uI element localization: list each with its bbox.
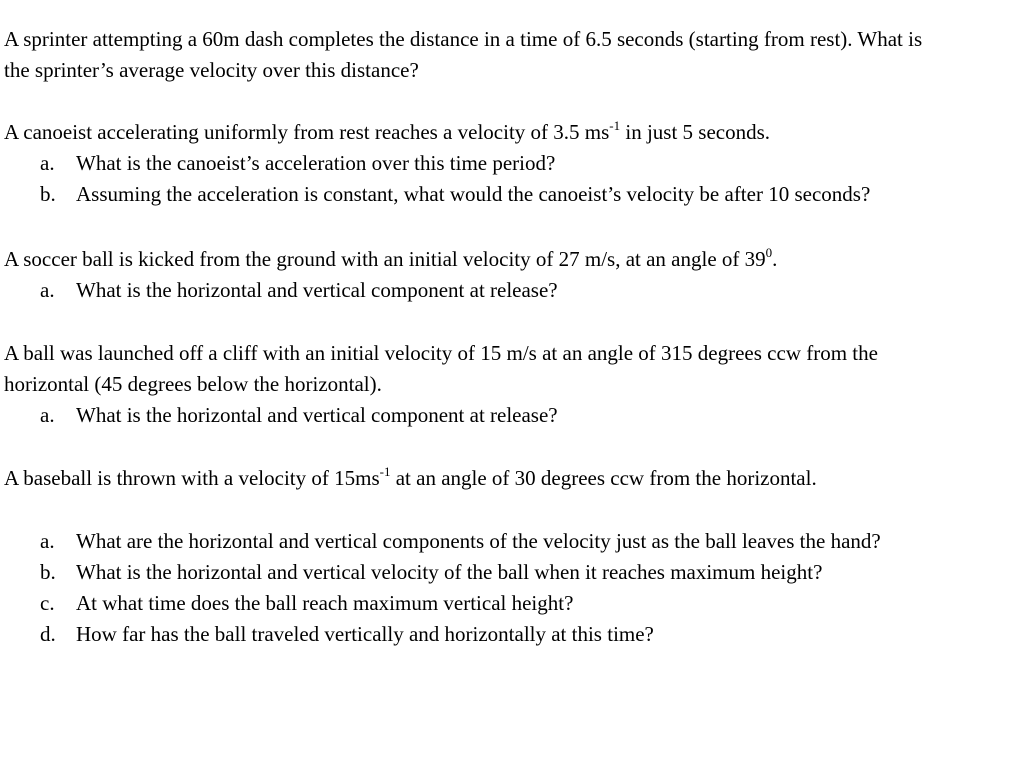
- question-5-stem: [4, 463, 1014, 494]
- question-5-stem-end: at an angle of 30 degrees ccw from the horizontal.: [390, 466, 817, 490]
- question-2-item-b: [4, 179, 906, 210]
- question-5-item-d: [4, 619, 936, 650]
- item-marker: a.: [40, 151, 55, 175]
- question-5-item-c: [4, 588, 936, 619]
- item-marker: a.: [40, 529, 55, 553]
- item-text: What is the horizontal and vertical velocity of the ball when it reaches maximum height?: [76, 560, 823, 584]
- item-marker: b.: [40, 182, 56, 206]
- question-5-exponent: -1: [379, 464, 391, 479]
- question-3-stem-main: A soccer ball is kicked from the ground with an initial velocity of 27 m/s, at an angle of 39: [4, 247, 766, 271]
- item-marker: d.: [40, 622, 56, 646]
- question-5-item-a: [4, 526, 936, 557]
- question-3-stem: [4, 244, 1014, 275]
- item-marker: c.: [40, 591, 55, 615]
- item-text: Assuming the acceleration is constant, what would the canoeist’s velocity be after 10 seconds?: [76, 182, 871, 206]
- question-3-stem-end: .: [772, 247, 778, 271]
- question-3-degree-sup: 0: [765, 245, 773, 260]
- question-2-stem-main: A canoeist accelerating uniformly from rest reaches a velocity of 3.5 ms: [4, 120, 610, 144]
- item-text: What are the horizontal and vertical components of the velocity just as the ball leaves the hand?: [76, 529, 881, 553]
- question-2-stem-end: in just 5 seconds.: [620, 120, 771, 144]
- question-5-item-b: [4, 557, 936, 588]
- item-marker: b.: [40, 560, 56, 584]
- question-5-stem-main: A baseball is thrown with a velocity of 15ms: [4, 466, 380, 490]
- question-2-stem: [4, 117, 1014, 148]
- item-text: What is the canoeist’s acceleration over this time period?: [76, 151, 556, 175]
- item-marker: a.: [40, 403, 55, 427]
- question-4-item-a: [4, 400, 936, 431]
- item-text: What is the horizontal and vertical component at release?: [76, 403, 558, 427]
- worksheet-document: [4, 24, 1014, 650]
- question-2-item-a: [4, 148, 936, 179]
- question-3-item-a: [4, 275, 936, 306]
- item-text: What is the horizontal and vertical component at release?: [76, 278, 558, 302]
- question-4-stem: A ball was launched off a cliff with an initial velocity of 15 m/s at an angle of 315 degrees ccw from the horizontal (45 degrees below the horizontal).: [4, 341, 878, 396]
- question-2-exponent: -1: [609, 118, 621, 133]
- question-1-text: A sprinter attempting a 60m dash completes the distance in a time of 6.5 seconds (starting from rest). What is the sprinter’s average velocity over this distance?: [4, 27, 923, 82]
- item-marker: a.: [40, 278, 55, 302]
- item-text: At what time does the ball reach maximum vertical height?: [76, 591, 574, 615]
- item-text: How far has the ball traveled vertically and horizontally at this time?: [76, 622, 654, 646]
